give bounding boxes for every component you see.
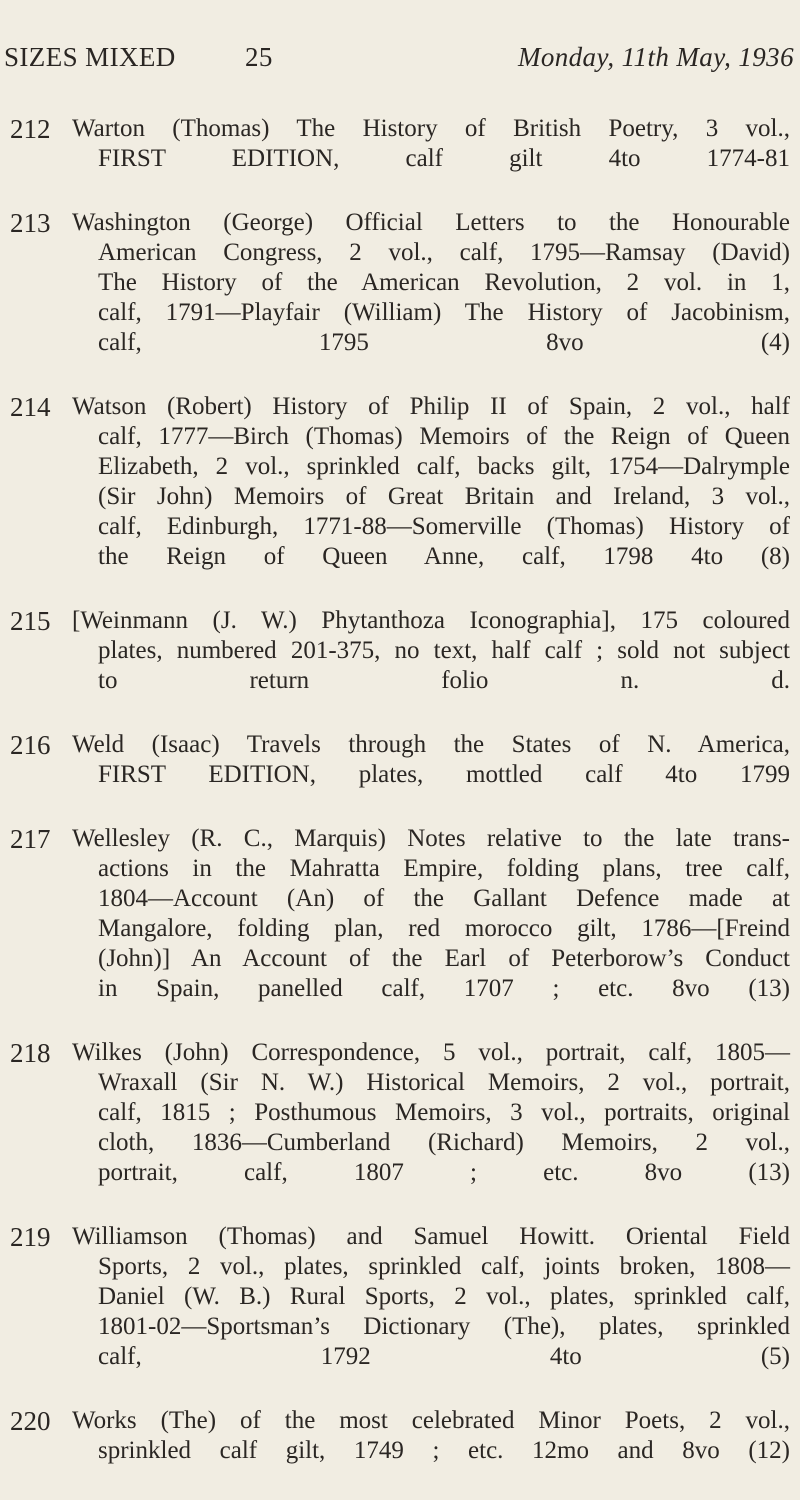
lot-description-line: 1801-02—Sportsman’s Dictionary (The), plates, sprinkled [98, 1313, 790, 1340]
lot-description-line: Elizabeth, 2 vol., sprinkled calf, backs gilt, 1754—Dalrymple [98, 453, 790, 480]
lot-description-line: Sports, 2 vol., plates, sprinkled calf, joints broken, 1808— [98, 1253, 790, 1280]
lot-description-line: Washington (George) Official Letters to the Honourable [72, 209, 790, 236]
lot-entry [0, 824, 800, 1004]
lot-description-line: Williamson (Thomas) and Samuel Howitt. Oriental Field [72, 1223, 790, 1250]
lot-entry [0, 1038, 800, 1188]
page-header [4, 42, 794, 82]
lot-number: 214 [10, 392, 51, 422]
lot-description-line: actions in the Mahratta Empire, folding plans, tree calf, [98, 855, 790, 882]
lot-description-line: FIRST EDITION, plates, mottled calf 4to 1799 [98, 761, 790, 788]
lot-description [72, 824, 790, 1004]
lot-description-line: to return folio n. d. [98, 667, 790, 694]
lot-entry [0, 392, 800, 572]
lot-description-line: calf, Edinburgh, 1771-88—Somerville (Thomas) History of [98, 513, 790, 540]
lot-description-line: Wilkes (John) Correspondence, 5 vol., portrait, calf, 1805— [72, 1039, 790, 1066]
lot-description-line: portrait, calf, 1807 ; etc. 8vo (13) [98, 1159, 790, 1186]
lot-entry [0, 606, 800, 696]
lot-number: 212 [10, 114, 51, 144]
lot-entry [0, 208, 800, 358]
lot-description [72, 730, 790, 790]
lot-entry [0, 114, 800, 174]
lot-description-line: Mangalore, folding plan, red morocco gilt, 1786—[Freind [98, 915, 790, 942]
lot-description [72, 606, 790, 696]
lot-description-line: the Reign of Queen Anne, calf, 1798 4to (8) [98, 543, 790, 570]
lot-number: 220 [10, 1406, 51, 1436]
lot-description-line: Warton (Thomas) The History of British Poetry, 3 vol., [72, 115, 790, 142]
lot-number: 217 [10, 824, 51, 854]
lot-entry [0, 1406, 800, 1466]
lot-description-line: calf, 1795 8vo (4) [98, 329, 790, 356]
lot-description-line: [Weinmann (J. W.) Phytanthoza Iconographia], 175 coloured [72, 607, 790, 634]
header-section-title: SIZES MIXED [4, 42, 176, 72]
lot-description [72, 1222, 790, 1372]
page-number: 25 [245, 42, 273, 72]
lot-number: 213 [10, 208, 51, 238]
lot-description-line: Works (The) of the most celebrated Minor Poets, 2 vol., [72, 1407, 790, 1434]
lot-description-line: (Sir John) Memoirs of Great Britain and Ireland, 3 vol., [98, 483, 790, 510]
lot-description-line: (John)] An Account of the Earl of Peterborow’s Conduct [98, 945, 790, 972]
lot-description [72, 392, 790, 572]
lot-number: 219 [10, 1222, 51, 1252]
lot-description-line: Daniel (W. B.) Rural Sports, 2 vol., plates, sprinkled calf, [98, 1283, 790, 1310]
lot-number: 218 [10, 1038, 51, 1068]
lot-description [72, 208, 790, 358]
lot-entry [0, 1222, 800, 1372]
lot-description-line: The History of the American Revolution, 2 vol. in 1, [98, 269, 790, 296]
lot-description-line: calf, 1777—Birch (Thomas) Memoirs of the Reign of Queen [98, 423, 790, 450]
lot-number: 216 [10, 730, 51, 760]
lot-number: 215 [10, 606, 51, 636]
lot-description [72, 114, 790, 174]
lot-description-line: Wellesley (R. C., Marquis) Notes relative to the late trans- [72, 825, 790, 852]
lot-description-line: calf, 1791—Playfair (William) The History of Jacobinism, [98, 299, 790, 326]
lot-description-line: calf, 1815 ; Posthumous Memoirs, 3 vol., portraits, original [98, 1099, 790, 1126]
lot-description-line: sprinkled calf gilt, 1749 ; etc. 12mo and 8vo (12) [98, 1437, 790, 1464]
lot-description-line: plates, numbered 201-375, no text, half calf ; sold not subject [98, 637, 790, 664]
lot-description-line: in Spain, panelled calf, 1707 ; etc. 8vo (13) [98, 975, 790, 1002]
lot-description-line: calf, 1792 4to (5) [98, 1343, 790, 1370]
lot-list [0, 114, 800, 1500]
lot-description [72, 1406, 790, 1466]
lot-description [72, 1038, 790, 1188]
header-date: Monday, 11th May, 1936 [517, 42, 794, 72]
lot-description-line: American Congress, 2 vol., calf, 1795—Ramsay (David) [98, 239, 790, 266]
lot-description-line: FIRST EDITION, calf gilt 4to 1774-81 [98, 145, 790, 172]
lot-description-line: Wraxall (Sir N. W.) Historical Memoirs, 2 vol., portrait, [98, 1069, 790, 1096]
lot-description-line: cloth, 1836—Cumberland (Richard) Memoirs, 2 vol., [98, 1129, 790, 1156]
lot-description-line: 1804—Account (An) of the Gallant Defence made at [98, 885, 790, 912]
lot-entry [0, 730, 800, 790]
lot-description-line: Watson (Robert) History of Philip II of Spain, 2 vol., half [72, 393, 790, 420]
lot-description-line: Weld (Isaac) Travels through the States of N. America, [72, 731, 790, 758]
